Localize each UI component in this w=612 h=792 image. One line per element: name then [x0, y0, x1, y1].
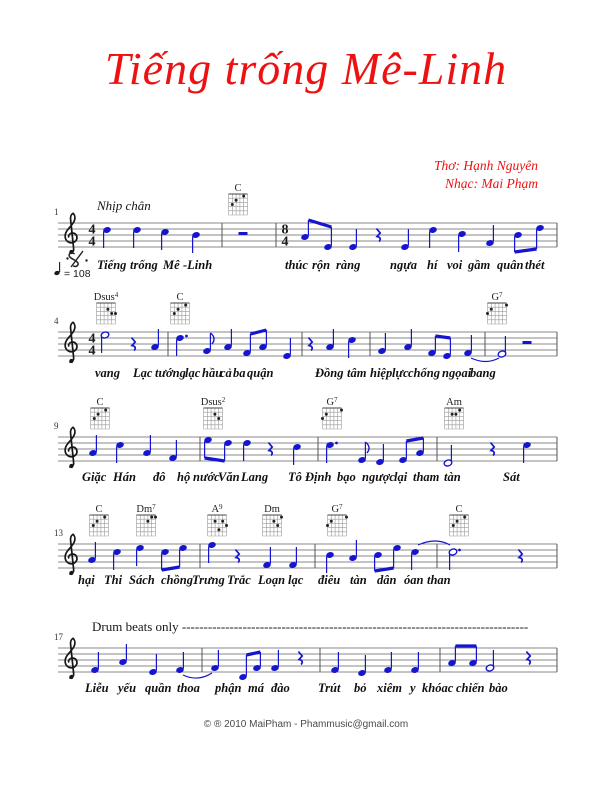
note	[175, 652, 184, 674]
chord-diagram-C	[171, 292, 190, 324]
note	[210, 650, 219, 672]
lyric-word: ngược	[362, 470, 395, 484]
note	[90, 652, 99, 674]
lyric-word: Sách	[129, 573, 155, 587]
note	[468, 646, 477, 667]
credit-lyricist: Thơ: Hạnh Nguyên	[434, 158, 538, 173]
lyric-word: Trưng	[192, 573, 225, 587]
lyric-word: hiệp	[370, 366, 393, 380]
lyric-word: bang	[470, 366, 496, 380]
copyright-footer: © ® 2010 MaiPham - Phammusic@gmail.com	[203, 719, 409, 730]
lyric-word: trống	[130, 258, 158, 272]
lyric-word: nước	[193, 470, 220, 484]
lyrics-line	[84, 681, 508, 695]
beam	[515, 249, 537, 252]
lyric-word: thét	[525, 258, 545, 272]
lyric-word: chống	[408, 366, 440, 380]
chord-diagram-G7	[486, 291, 508, 324]
lyrics-line	[82, 470, 520, 484]
lyric-word: khóac	[422, 681, 454, 695]
lyric-word: quân	[497, 258, 524, 272]
lyric-word: Liễu	[85, 681, 109, 695]
lyric-word: gầm	[468, 258, 491, 272]
note	[118, 644, 127, 666]
note	[427, 336, 436, 357]
quarter-rest	[298, 652, 302, 665]
lyric-word: phận	[215, 681, 242, 695]
note	[132, 226, 141, 248]
svg-text:4: 4	[54, 316, 59, 326]
lyric-word: -Linh	[183, 258, 213, 272]
lyric-word: ngọai	[442, 366, 472, 380]
svg-text:Dm7: Dm$^7$	[136, 503, 156, 515]
chord-diagram-A9	[208, 503, 229, 536]
lyric-word: Lang	[241, 470, 269, 484]
lyric-word: Đồng	[315, 366, 344, 380]
note	[175, 334, 188, 356]
svg-text:4: 4	[88, 234, 96, 250]
chord-diagram-Dm	[263, 504, 284, 536]
lyric-word: quần	[145, 681, 172, 695]
svg-text:C: C	[176, 292, 184, 303]
lyric-word: cả	[220, 366, 232, 380]
note	[160, 548, 169, 570]
lyric-word: voi	[447, 258, 463, 272]
svg-text:4: 4	[281, 234, 289, 250]
lyric-word: y	[410, 681, 416, 695]
lyric-word: Hán	[113, 470, 136, 484]
note	[135, 544, 144, 566]
note	[383, 652, 392, 674]
note	[112, 548, 121, 570]
svg-text:8: 8	[281, 222, 289, 238]
note	[398, 441, 407, 464]
lyric-word: hầu	[202, 366, 223, 380]
svg-text:G7: $G^7$	[331, 503, 343, 515]
note	[348, 229, 357, 251]
song-title: Tiếng trống Mê-Linh	[104, 43, 508, 94]
lyric-word: vang	[95, 366, 120, 380]
chord-diagram-Dm7	[136, 503, 157, 536]
lyric-word: thoa	[177, 681, 200, 695]
lyric-word: óan	[404, 573, 424, 587]
lyric-word: ba	[233, 366, 246, 380]
chord-diagram-G7	[321, 396, 343, 429]
svg-text:9: 9	[54, 421, 59, 431]
beam	[246, 652, 260, 655]
segno-icon	[66, 251, 87, 267]
note	[428, 226, 437, 248]
lyric-word: Tiếng	[97, 258, 127, 272]
lyric-word: chồng	[161, 573, 193, 587]
chord-diagram-Dsus2	[201, 396, 226, 429]
lyric-word: ngựa	[390, 258, 417, 272]
svg-text:4: 4	[88, 222, 96, 238]
lyric-word: Giặc	[82, 470, 107, 484]
chord-diagram-C	[90, 504, 109, 536]
note	[191, 231, 200, 253]
lyric-word: Mê	[163, 258, 180, 272]
lyric-word: than	[427, 573, 451, 587]
note	[447, 646, 456, 667]
lyric-word: lạc	[288, 573, 304, 587]
note	[522, 441, 531, 463]
svg-text:1: 1	[54, 207, 59, 217]
note	[282, 338, 291, 360]
note	[88, 435, 97, 457]
chord-diagram-Am	[445, 397, 464, 429]
lyric-word: chiến	[456, 681, 485, 695]
note	[238, 655, 247, 681]
staff-system-9	[54, 396, 557, 484]
note	[400, 229, 409, 251]
lyric-word: tham	[413, 470, 440, 484]
lyric-word: rộn	[312, 258, 331, 272]
lyric-word: Văn	[218, 470, 240, 484]
lyric-word: thúc	[285, 258, 308, 272]
lyrics-line	[97, 258, 545, 272]
lyric-word: hại	[78, 573, 95, 587]
note	[115, 441, 124, 463]
lyric-word: Thi	[104, 573, 123, 587]
svg-text:C: C	[96, 397, 104, 408]
staff-system-4	[54, 291, 557, 380]
note	[410, 548, 419, 570]
slur	[183, 673, 212, 678]
note	[513, 231, 522, 252]
staff-system-13	[54, 503, 557, 587]
lyric-word: Lạc	[133, 366, 153, 380]
svg-text:C: C	[95, 504, 103, 515]
beam	[435, 336, 450, 338]
lyric-word: tàn	[444, 470, 461, 484]
quarter-rest	[526, 652, 530, 665]
chord-diagram-C	[229, 183, 248, 215]
note	[535, 224, 544, 249]
note	[330, 652, 339, 674]
lyric-word: lạc	[185, 366, 201, 380]
lyric-word: Tô	[288, 470, 302, 484]
note	[207, 541, 216, 563]
lyric-word: hộ	[177, 470, 191, 484]
lyric-word: ràng	[336, 258, 361, 272]
lyric-word: điêu	[318, 573, 341, 587]
note	[347, 336, 356, 358]
note	[223, 439, 232, 461]
note	[442, 338, 451, 360]
note	[443, 445, 452, 467]
lyric-word: lực	[392, 366, 409, 380]
staff-annotation: Nhịp chân	[97, 198, 151, 213]
chord-diagram-C	[91, 397, 110, 429]
note	[148, 654, 157, 676]
lyric-word: Loạn	[258, 573, 286, 587]
note	[102, 226, 111, 248]
credit-composer: Nhạc: Mai Phạm	[445, 176, 538, 191]
lyric-word: tâm	[347, 366, 367, 380]
lyric-word: tướng	[155, 366, 186, 380]
note	[448, 548, 461, 570]
chord-diagram-C	[450, 504, 469, 536]
lyrics-line	[95, 366, 496, 380]
lyric-word: tàn	[350, 573, 367, 587]
note	[323, 227, 332, 251]
svg-text:= 108: = 108	[64, 268, 91, 280]
note	[415, 438, 424, 457]
note	[325, 441, 338, 463]
chord-diagram-G7	[326, 503, 348, 536]
svg-text:A9: $A^9$	[211, 503, 223, 515]
lyric-word: Trút	[318, 681, 341, 695]
beam	[162, 567, 180, 570]
half-rest	[523, 341, 532, 344]
chord-diagram-Dsus4	[94, 291, 119, 324]
note	[410, 652, 419, 674]
staff-system-17	[54, 619, 557, 695]
lyric-word: đào	[271, 681, 290, 695]
lyric-word: bào	[489, 681, 508, 695]
slur	[471, 358, 499, 362]
beam	[250, 330, 266, 334]
svg-text:13: 13	[54, 528, 63, 538]
svg-text:4: 4	[88, 343, 96, 359]
svg-text:Dsus4: Dsus$^4$	[93, 291, 119, 303]
note	[292, 443, 301, 465]
note	[497, 336, 506, 358]
lyric-word: dân	[377, 573, 397, 587]
svg-text:C: C	[455, 504, 463, 515]
note	[485, 650, 494, 672]
lyric-word: Trắc	[227, 573, 251, 587]
svg-text:Am: Am	[446, 397, 462, 408]
note	[485, 225, 494, 247]
note	[142, 435, 151, 457]
note	[348, 540, 357, 562]
note	[87, 542, 96, 564]
lyric-word: xiêm	[377, 681, 402, 695]
lyric-word: đô	[153, 470, 166, 484]
note	[242, 334, 251, 357]
note	[270, 650, 279, 672]
lyrics-line	[78, 573, 451, 587]
staff-annotation: Drum beats only --------------------------------------------------------------------------------	[92, 619, 529, 634]
svg-text:4: 4	[88, 331, 96, 347]
svg-text:G7: $G^7$	[326, 396, 338, 408]
lyric-word: má	[248, 681, 264, 695]
svg-text:17: 17	[54, 632, 63, 642]
note	[242, 439, 251, 461]
lyric-word: lại	[394, 470, 408, 484]
svg-text:Dsus2: Dsus$^2$	[200, 396, 226, 408]
lyric-word: quận	[247, 366, 274, 380]
staff-system-1	[54, 183, 557, 280]
svg-text:G7: $G^7$	[491, 291, 503, 303]
half-rest	[239, 232, 248, 235]
lyric-word: yếu	[118, 681, 137, 695]
lyric-word: bỏ	[354, 681, 367, 695]
lyric-word: hí	[427, 258, 438, 272]
lyric-word: Định	[305, 470, 332, 484]
svg-text:C: C	[234, 183, 242, 194]
lyric-word: Sát	[503, 470, 520, 484]
svg-text:Dm: Dm	[264, 504, 280, 515]
lyric-word: bạo	[337, 470, 356, 484]
beam	[406, 438, 423, 441]
